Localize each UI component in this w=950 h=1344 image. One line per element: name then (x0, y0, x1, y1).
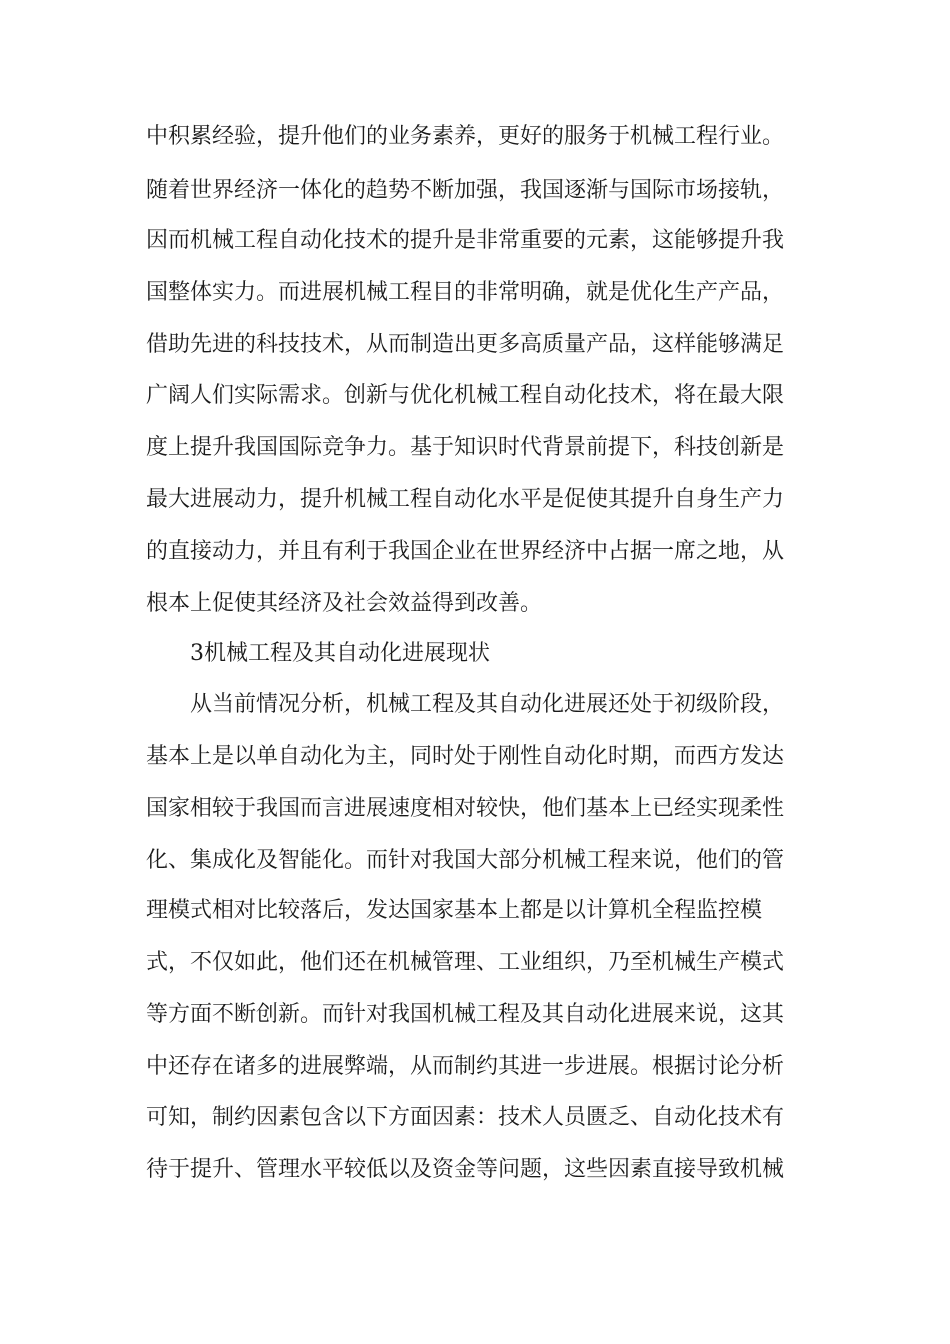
text-line: 最大进展动力，提升机械工程自动化水平是促使其提升自身生产力 (146, 487, 785, 512)
section-heading: 3机械工程及其自动化进展现状 (190, 641, 490, 666)
text-line: 的直接动力，并且有利于我国企业在世界经济中占据一席之地，从 (146, 539, 785, 564)
text-line: 化、集成化及智能化。而针对我国大部分机械工程来说，他们的管 (146, 848, 785, 873)
text-line: 待于提升、管理水平较低以及资金等问题，这些因素直接导致机械 (146, 1157, 785, 1182)
text-line: 可知，制约因素包含以下方面因素：技术人员匮乏、自动化技术有 (146, 1105, 785, 1130)
text-line: 根本上促使其经济及社会效益得到改善。 (146, 591, 543, 616)
text-line: 等方面不断创新。而针对我国机械工程及其自动化进展来说，这其 (146, 1002, 785, 1027)
text-line: 广阔人们实际需求。创新与优化机械工程自动化技术，将在最大限 (146, 383, 785, 408)
text-line: 中还存在诸多的进展弊端，从而制约其进一步进展。根据讨论分析 (146, 1054, 785, 1079)
text-line: 基本上是以单自动化为主，同时处于刚性自动化时期，而西方发达 (146, 744, 785, 769)
text-line: 度上提升我国国际竞争力。基于知识时代背景前提下，科技创新是 (146, 435, 785, 460)
text-line: 借助先进的科技技术，从而制造出更多高质量产品，这样能够满足 (146, 332, 785, 357)
text-line: 式，不仅如此，他们还在机械管理、工业组织，乃至机械生产模式 (146, 950, 785, 975)
text-line: 国家相较于我国而言进展速度相对较快，他们基本上已经实现柔性 (146, 796, 785, 821)
text-line: 国整体实力。而进展机械工程目的非常明确，就是优化生产产品， (146, 280, 785, 305)
text-line: 理模式相对比较落后，发达国家基本上都是以计算机全程监控模 (146, 898, 763, 923)
text-line: 从当前情况分析，机械工程及其自动化进展还处于初级阶段， (190, 692, 785, 717)
text-line: 因而机械工程自动化技术的提升是非常重要的元素，这能够提升我 (146, 228, 785, 253)
text-line: 随着世界经济一体化的趋势不断加强，我国逐渐与国际市场接轨， (146, 178, 785, 203)
text-line: 中积累经验，提升他们的业务素养，更好的服务于机械工程行业。 (146, 124, 785, 149)
